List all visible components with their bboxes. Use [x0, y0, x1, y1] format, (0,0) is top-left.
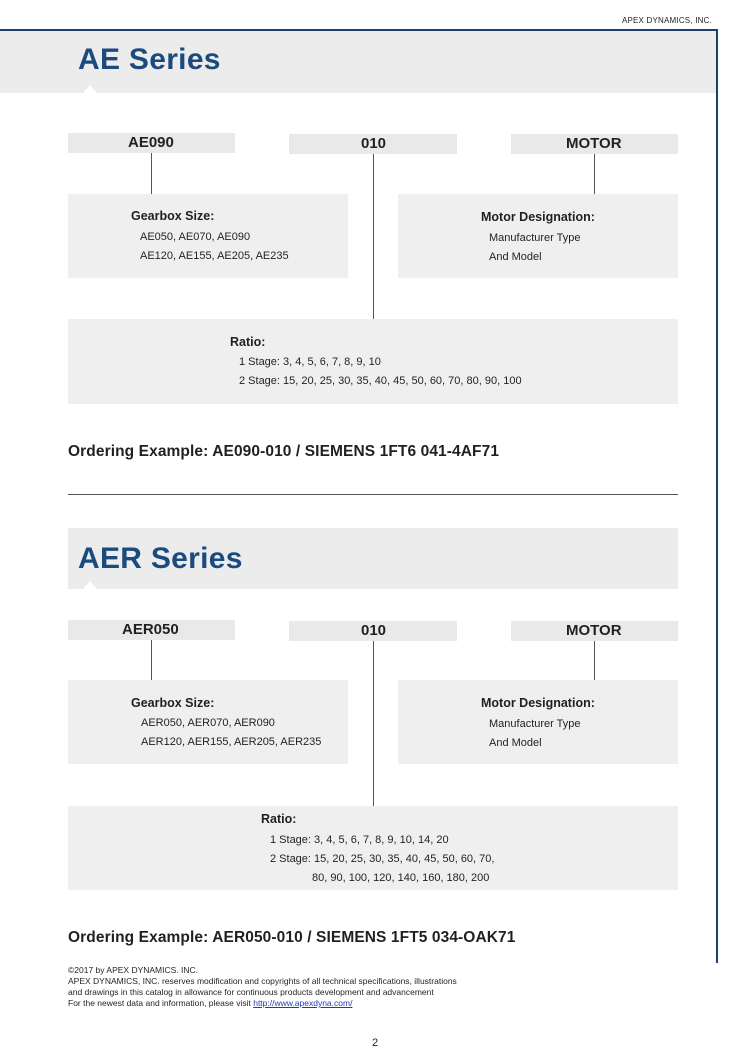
aer-code-motor-box	[511, 621, 678, 641]
aer-ordering-example: Ordering Example: AER050-010 / SIEMENS 1FT5 034-OAK71	[68, 929, 516, 946]
right-edge-rule	[716, 29, 718, 963]
footer-copyright	[68, 965, 457, 1009]
ae-ratio-connector	[373, 154, 374, 319]
ae-gearbox-heading: Gearbox Size:	[131, 209, 215, 223]
ae-motor-line1: Manufacturer Type	[489, 232, 581, 244]
aer-motor-heading: Motor Designation:	[481, 696, 595, 710]
ae-code-size-box	[68, 133, 235, 153]
aer-code-ratio-box	[289, 621, 457, 641]
aer-ratio-line1: 1 Stage: 3, 4, 5, 6, 7, 8, 9, 10, 14, 20	[270, 834, 449, 846]
ae-size-connector	[151, 153, 152, 194]
footer-line4	[68, 998, 457, 1009]
aer-ratio-heading: Ratio:	[261, 812, 297, 826]
aer-series-title: AER Series	[78, 542, 243, 575]
aer-gearbox-size-box	[68, 680, 348, 764]
ae-motor-line2: And Model	[489, 251, 542, 263]
footer-line1: ©2017 by APEX DYNAMICS. INC.	[68, 965, 199, 975]
aer-code-ratio: 010	[361, 622, 387, 639]
ae-banner-notch	[83, 85, 97, 93]
page-number: 2	[371, 1037, 379, 1049]
ae-gearbox-line2: AE120, AE155, AE205, AE235	[140, 250, 289, 262]
ae-ratio-line1: 1 Stage: 3, 4, 5, 6, 7, 8, 9, 10	[239, 356, 381, 368]
aer-size-connector	[151, 640, 152, 680]
company-name: APEX DYNAMICS, INC.	[621, 16, 712, 25]
ae-motor-heading: Motor Designation:	[481, 210, 595, 224]
ae-code-motor-box	[511, 134, 678, 154]
aer-motor-line1: Manufacturer Type	[489, 718, 581, 730]
ae-ratio-box	[68, 319, 678, 404]
aer-ratio-line2: 2 Stage: 15, 20, 25, 30, 35, 40, 45, 50, 60, 70,	[270, 853, 495, 865]
ae-gearbox-size-box	[68, 194, 348, 278]
ae-motor-connector	[594, 154, 595, 194]
website-link[interactable]: http://www.apexdyna.com/	[253, 998, 353, 1008]
aer-ratio-box	[68, 806, 678, 890]
ae-ratio-line2: 2 Stage: 15, 20, 25, 30, 35, 40, 45, 50, 60, 70, 80, 90, 100	[239, 375, 522, 387]
aer-gearbox-heading: Gearbox Size:	[131, 696, 215, 710]
aer-banner-notch	[83, 581, 97, 589]
ae-code-motor: MOTOR	[566, 135, 622, 152]
ae-ratio-heading: Ratio:	[230, 335, 266, 349]
aer-motor-connector	[594, 641, 595, 680]
ae-code-size: AE090	[128, 134, 174, 151]
ae-code-ratio: 010	[361, 135, 387, 152]
aer-code-motor: MOTOR	[566, 622, 622, 639]
aer-code-size-box	[68, 620, 235, 640]
aer-gearbox-line1: AER050, AER070, AER090	[141, 717, 275, 729]
footer-line3: and drawings in this catalog in allowance for continuous products development and advancement	[68, 987, 434, 997]
aer-ratio-line3: 80, 90, 100, 120, 140, 160, 180, 200	[312, 872, 490, 884]
aer-ratio-connector	[373, 641, 374, 806]
ae-series-title: AE Series	[78, 43, 221, 76]
ae-gearbox-line1: AE050, AE070, AE090	[140, 231, 251, 243]
ae-code-ratio-box	[289, 134, 457, 154]
ae-motor-designation-box	[398, 194, 678, 278]
section-divider	[68, 494, 678, 495]
ae-ordering-example: Ordering Example: AE090-010 / SIEMENS 1FT6 041-4AF71	[68, 443, 500, 460]
footer-visit-text: For the newest data and information, please visit	[68, 998, 254, 1008]
aer-motor-designation-box	[398, 680, 678, 764]
aer-gearbox-line2: AER120, AER155, AER205, AER235	[141, 736, 322, 748]
footer-line2: APEX DYNAMICS, INC. reserves modification and copyrights of all technical specifications, illustrations	[68, 976, 457, 986]
aer-motor-line2: And Model	[489, 737, 542, 749]
aer-code-size: AER050	[122, 621, 179, 638]
